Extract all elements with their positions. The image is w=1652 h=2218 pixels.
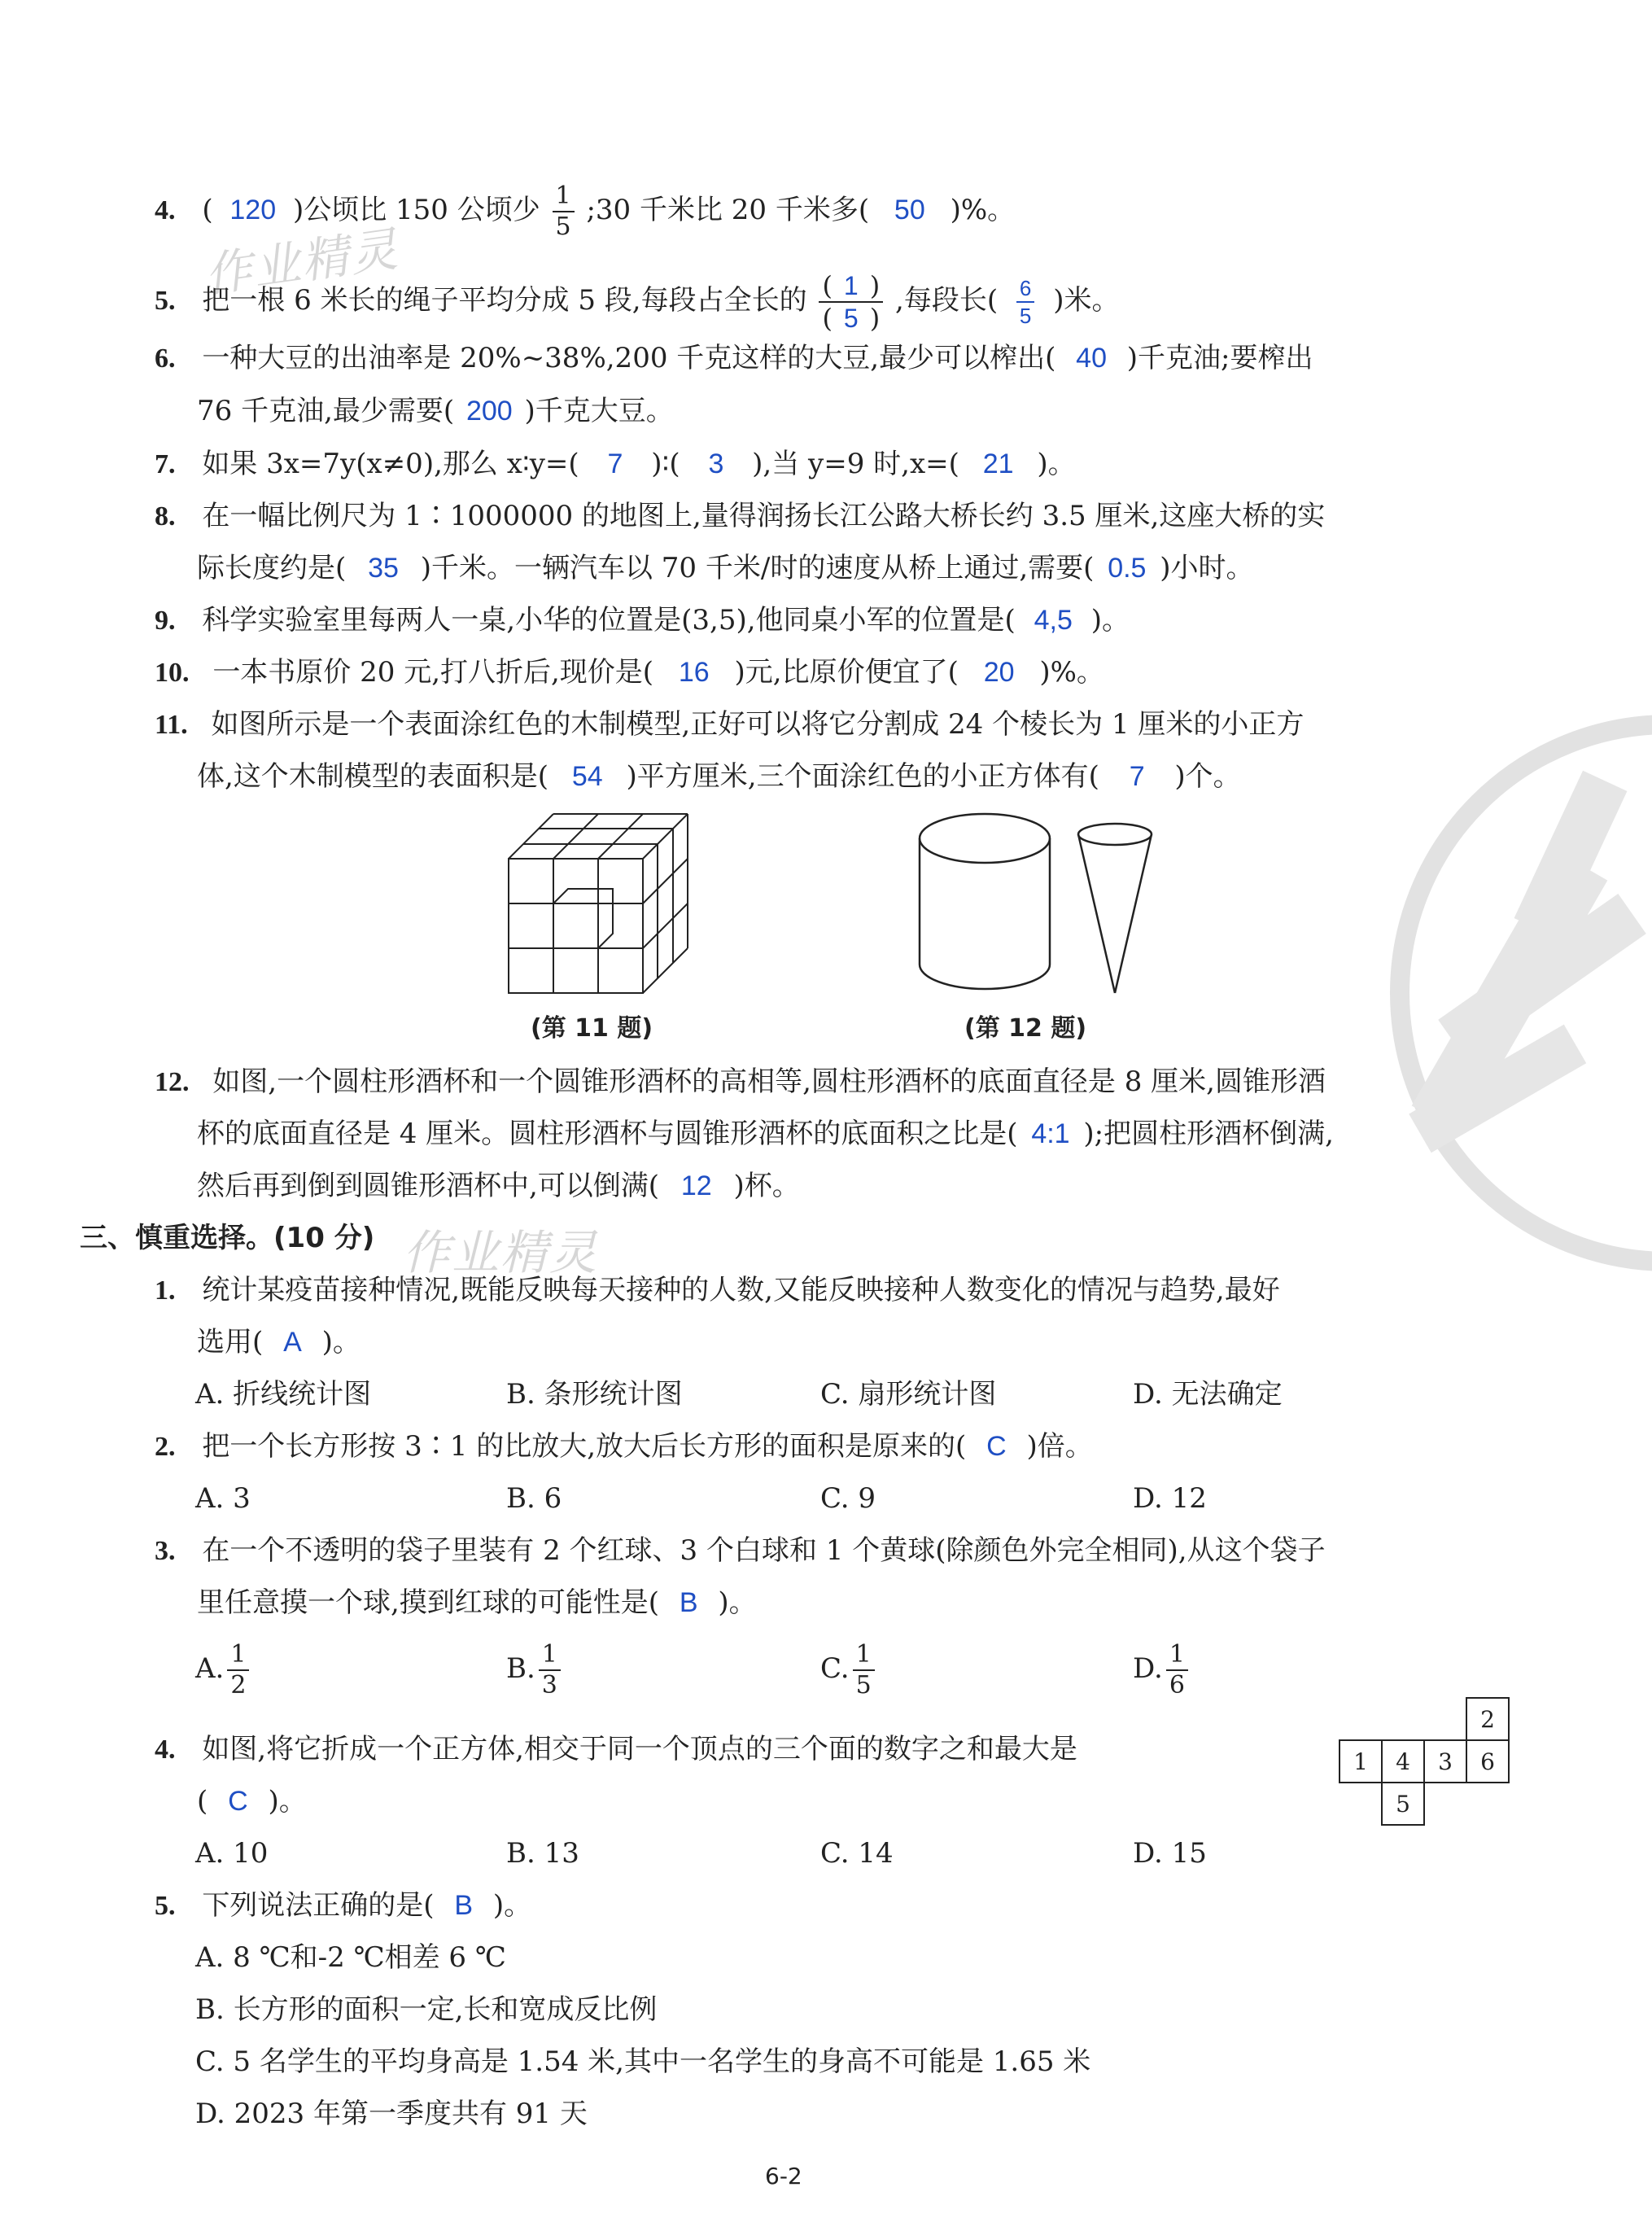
- answer: 12: [680, 1170, 712, 1201]
- answer: 20: [983, 657, 1015, 688]
- fraction-blank: $\frac{( 1 )}{( 5 )}$: [819, 273, 883, 331]
- cube-model-figure: [505, 810, 700, 1005]
- question-number: 8.: [155, 501, 176, 532]
- answer: 21: [982, 448, 1014, 479]
- choice-question-1: 1. 统计某疫苗接种情况,既能反映每天接种的人数,又能反映接种人数变化的情况与趋势,最好: [155, 1274, 1280, 1306]
- option-c: C. 14: [820, 1837, 894, 1870]
- answer: B: [679, 1587, 698, 1618]
- choice-question-5: 5. 下列说法正确的是( B )。: [155, 1889, 532, 1922]
- answer: 40: [1076, 343, 1107, 374]
- option-b: B. 6: [506, 1482, 562, 1515]
- option-c: C. $\frac{1}{5}$: [820, 1643, 878, 1698]
- option-d: D. 12: [1133, 1482, 1207, 1515]
- answer: 0.5: [1108, 553, 1147, 584]
- option-a: A. 10: [195, 1837, 269, 1870]
- question-number: 6.: [155, 343, 176, 374]
- choice-question-3: 3. 在一个不透明的袋子里装有 2 个红球、3 个白球和 1 个黄球(除颜色外完全相同),从这个袋子: [155, 1534, 1326, 1567]
- question-number: 1.: [155, 1275, 176, 1306]
- watermark: 作业精灵: [201, 221, 403, 304]
- option-a: A. 3: [195, 1482, 251, 1515]
- cylinder-cone-figure: [916, 810, 1192, 997]
- question-8-line-2: 际长度约是( 35 )千米。一辆汽车以 70 千米/时的速度从桥上通过,需要( 0.5 )小时。: [197, 552, 1254, 584]
- option-a: A. 8 ℃和-2 ℃相差 6 ℃: [195, 1941, 506, 1974]
- question-number: 5.: [155, 1891, 176, 1921]
- question-10: 10. 一本书原价 20 元,打八折后,现价是( 16 )元,比原价便宜了( 20 )%。: [155, 656, 1104, 689]
- answer: 3: [708, 448, 724, 479]
- option-d: D. 15: [1133, 1837, 1207, 1870]
- question-12-line-3: 然后再到倒到圆锥形酒杯中,可以倒满( 12 )杯。: [197, 1170, 800, 1202]
- option-d: D. $\frac{1}{6}$: [1133, 1643, 1191, 1698]
- question-number: 11.: [155, 710, 188, 740]
- question-8: 8. 在一幅比例尺为 1∶1000000 的地图上,量得润扬长江公路大桥长约 3.5 厘米,这座大桥的实: [155, 500, 1326, 532]
- answer: 4,5: [1034, 605, 1073, 636]
- watermark: 作业精灵: [403, 1225, 599, 1280]
- answer: 7: [607, 448, 623, 479]
- figure-11-caption: (第 11 题): [531, 1014, 653, 1043]
- option-b: B. 长方形的面积一定,长和宽成反比例: [195, 1993, 658, 2026]
- option-a: A. 折线统计图: [195, 1378, 372, 1411]
- question-number: 4.: [155, 195, 176, 225]
- choice-question-2: 2. 把一个长方形按 3∶1 的比放大,放大后长方形的面积是原来的( C )倍。: [155, 1430, 1093, 1463]
- page-number: 6-2: [765, 2163, 802, 2190]
- answer: 54: [571, 761, 603, 792]
- option-c: C. 5 名学生的平均身高是 1.54 米,其中一名学生的身高不可能是 1.65 米: [195, 2045, 1091, 2078]
- question-number: 9.: [155, 606, 176, 636]
- fraction: $\frac{1}{5}$: [553, 184, 575, 239]
- option-d: D. 2023 年第一季度共有 91 天: [195, 2098, 588, 2130]
- choice-question-4-line-2: ( C )。: [197, 1785, 307, 1818]
- choice-question-3-line-2: 里任意摸一个球,摸到红球的可能性是( B )。: [197, 1586, 757, 1619]
- answer: 16: [678, 657, 710, 688]
- answer: A: [283, 1327, 302, 1358]
- option-d: D. 无法确定: [1133, 1378, 1283, 1411]
- question-number: 4.: [155, 1735, 176, 1765]
- answer: 7: [1129, 761, 1145, 792]
- question-12: 12. 如图,一个圆柱形酒杯和一个圆锥形酒杯的高相等,圆柱形酒杯的底面直径是 8 厘米,圆锥形酒: [155, 1065, 1326, 1098]
- question-9: 9. 科学实验室里每两人一桌,小华的位置是(3,5),他同桌小军的位置是( 4,5 )。: [155, 604, 1130, 637]
- question-6: 6. 一种大豆的出油率是 20%~38%,200 千克这样的大豆,最少可以榨出( 40 )千克油;要榨出: [155, 342, 1313, 374]
- cube-net-figure: 2 1 4 3 6 5: [1339, 1697, 1510, 1826]
- question-number: 5.: [155, 286, 176, 316]
- question-number: 7.: [155, 449, 176, 479]
- option-c: C. 9: [820, 1482, 876, 1515]
- question-12-line-2: 杯的底面直径是 4 厘米。圆柱形酒杯与圆锥形酒杯的底面积之比是( 4:1 );把圆柱形酒杯倒满,: [197, 1118, 1334, 1150]
- answer: 35: [368, 553, 399, 584]
- option-b: B. 13: [506, 1837, 579, 1870]
- answer: C: [986, 1431, 1007, 1462]
- choice-question-1-line-2: 选用( A )。: [197, 1326, 361, 1358]
- question-4: 4. ( 120 )公顷比 150 公顷少 $\frac{1}{5}$ ;30 千米比 20 千米多( 50 )%。: [155, 182, 1016, 241]
- answer: C: [228, 1786, 248, 1817]
- watermark-seal-icon: [1359, 684, 1652, 1302]
- answer-fraction: $\frac{6}{5}$: [1016, 278, 1034, 326]
- option-b: B. 条形统计图: [506, 1378, 683, 1411]
- question-number: 2.: [155, 1432, 176, 1462]
- question-11-line-2: 体,这个木制模型的表面积是( 54 )平方厘米,三个面涂红色的小正方体有( 7 )个。: [197, 760, 1241, 793]
- option-c: C. 扇形统计图: [820, 1378, 997, 1411]
- option-b: B. $\frac{1}{3}$: [506, 1643, 564, 1698]
- question-number: 3.: [155, 1536, 176, 1566]
- figure-12-caption: (第 12 题): [964, 1014, 1087, 1043]
- answer: 200: [465, 396, 513, 427]
- question-11: 11. 如图所示是一个表面涂红色的木制模型,正好可以将它分割成 24 个棱长为 1 厘米的小正方: [155, 708, 1305, 741]
- answer: 50: [894, 195, 925, 225]
- answer: B: [454, 1890, 474, 1921]
- choice-question-4: 4. 如图,将它折成一个正方体,相交于同一个顶点的三个面的数字之和最大是: [155, 1733, 1077, 1765]
- question-6-line-2: 76 千克油,最少需要( 200 )千克大豆。: [197, 395, 674, 427]
- answer: 120: [229, 195, 277, 225]
- question-number: 10.: [155, 658, 190, 688]
- question-7: 7. 如果 3x=7y(x≠0),那么 x∶y=( 7 )∶( 3 ),当 y=9 时,x=( 21 )。: [155, 448, 1076, 480]
- section-title: 三、慎重选择。(10 分): [80, 1222, 375, 1254]
- answer: 4:1: [1031, 1118, 1070, 1149]
- question-5: 5. 把一根 6 米长的绳子平均分成 5 段,每段占全长的 $\frac{( 1 )}{( 5 )}$ ,每段长( $\frac{6}{5}$ )米。: [155, 270, 1120, 334]
- question-number: 12.: [155, 1067, 190, 1097]
- option-a: A. $\frac{1}{2}$: [195, 1643, 252, 1698]
